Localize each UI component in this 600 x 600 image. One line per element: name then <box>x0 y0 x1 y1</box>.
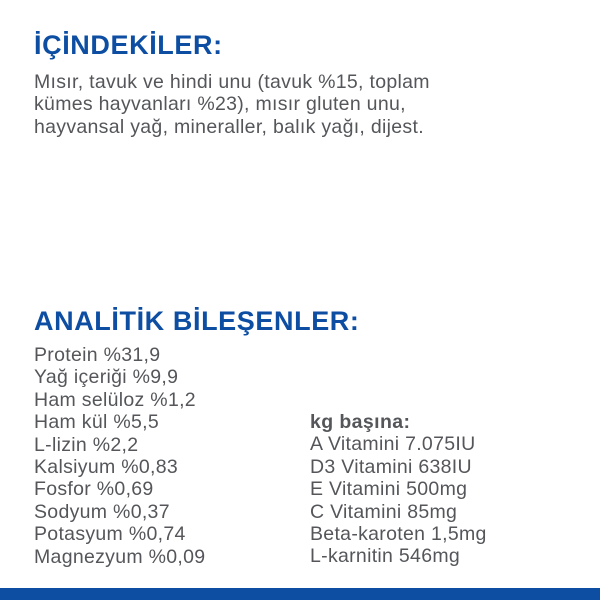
component-row: Ham kül %5,5 <box>34 411 159 434</box>
component-row: Sodyum %0,37 <box>34 500 170 523</box>
ingredients-section-title: İÇİNDEKİLER: <box>34 30 223 60</box>
component-row: Yağ içeriği %9,9 <box>34 366 179 389</box>
component-row: Ham selüloz %1,2 <box>34 388 196 411</box>
component-row: Protein %31,9 <box>34 344 161 366</box>
component-row: Kalsiyum %0,83 <box>34 456 179 479</box>
component-row: L-lizin %2,2 <box>34 433 139 456</box>
ingredients-text-line: Mısır, tavuk ve hindi unu (tavuk %15, toplam <box>34 71 430 93</box>
analytical-section-title: ANALİTİK BİLEŞENLER: <box>34 306 360 336</box>
per-kg-row: Beta-karoten 1,5mg <box>310 523 487 546</box>
component-row: Magnezyum %0,09 <box>34 545 206 568</box>
per-kg-row: E Vitamini 500mg <box>310 478 468 501</box>
ingredients-text <box>34 71 574 138</box>
bottom-accent-bar <box>0 588 600 600</box>
analytical-components-list <box>34 344 205 568</box>
per-kg-title: kg başına: <box>310 411 411 433</box>
ingredients-text-line: kümes hayvanları %23), mısır gluten unu, <box>34 93 406 116</box>
component-row: Fosfor %0,69 <box>34 478 154 501</box>
per-kg-block <box>310 411 487 568</box>
per-kg-row: L-karnitin 546mg <box>310 545 461 568</box>
per-kg-row: C Vitamini 85mg <box>310 500 458 523</box>
component-row: Potasyum %0,74 <box>34 523 186 546</box>
per-kg-row: D3 Vitamini 638IU <box>310 455 472 478</box>
per-kg-row: A Vitamini 7.075IU <box>310 433 476 456</box>
ingredients-text-line: hayvansal yağ, mineraller, balık yağı, dijest. <box>34 115 424 138</box>
